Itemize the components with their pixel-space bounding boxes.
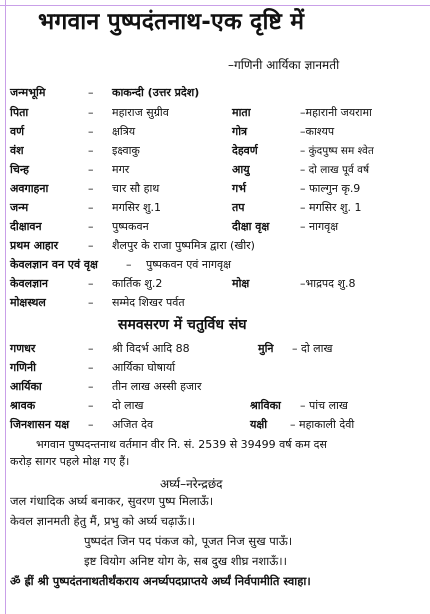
detail-value-2: –काश्यप xyxy=(300,125,335,138)
page-title: भगवान पुष्पदंतनाथ-एक दृष्टि में xyxy=(38,9,305,35)
sangh-label: आर्यिका xyxy=(10,380,42,393)
sangh-value-2: – दो लाख xyxy=(292,342,333,355)
page-guide-left xyxy=(5,0,6,614)
detail-value-2: – दो लाख पूर्व वर्ष xyxy=(300,164,370,176)
detail-label: जन्म xyxy=(10,201,29,214)
detail-label-2: आयु xyxy=(232,163,250,176)
sangh-label-2: मुनि xyxy=(258,342,274,355)
detail-dash: – xyxy=(88,296,94,309)
sangh-dash: – xyxy=(88,380,94,393)
detail-dash: – xyxy=(126,258,132,271)
detail-value: कार्तिक शु.2 xyxy=(112,277,163,290)
detail-label-2: तप xyxy=(232,201,245,214)
samavasaran-heading: समवसरण में चतुर्विध संघ xyxy=(118,317,247,333)
sangh-label: गणिनी xyxy=(10,361,36,374)
detail-label: वंश xyxy=(10,144,24,157)
arghya-heading: अर्घ्य–नरेन्द्रछंद xyxy=(160,477,223,491)
detail-dash: – xyxy=(88,239,94,252)
sangh-value-2: – महाकाली देवी xyxy=(290,418,355,431)
sangh-value: अजित देव xyxy=(112,418,154,431)
sangh-value: दो लाख xyxy=(112,399,144,412)
detail-label: प्रथम आहार xyxy=(10,239,59,252)
detail-label: जन्मभूमि xyxy=(10,86,46,99)
detail-dash: – xyxy=(88,163,94,176)
detail-value-2: –महारानी जयरामा xyxy=(300,106,372,119)
detail-label-2: गर्भ xyxy=(232,182,246,195)
verse-line-4: इष्ट वियोग अनिष्ट योग के, सब दुख शीघ्र नशाऊँ।। xyxy=(84,554,287,568)
detail-label: दीक्षावन xyxy=(10,220,42,233)
sangh-value: श्री विदर्भ आदि 88 xyxy=(112,342,190,355)
detail-dash: – xyxy=(88,277,94,290)
detail-value: मगर xyxy=(112,163,130,176)
sangh-value: आर्यिका घोषार्या xyxy=(112,361,176,374)
detail-label: मोक्षस्थल xyxy=(10,296,46,309)
verse-line-3: पुष्पदंत जिन पद पंकज को, पूजत निज सुख पाऊँ। xyxy=(84,534,293,548)
sangh-label: गणधर xyxy=(10,342,36,355)
detail-value: पुष्पकवन एवं नागवृक्ष xyxy=(146,258,232,271)
detail-label: अवगाहना xyxy=(10,182,49,195)
detail-value: काकन्दी (उत्तर प्रदेश) xyxy=(112,86,200,99)
detail-label: केवलज्ञान xyxy=(10,277,49,290)
detail-dash: – xyxy=(88,86,94,99)
detail-dash: – xyxy=(88,106,94,119)
detail-dash: – xyxy=(88,220,94,233)
detail-value: महाराज सुग्रीव xyxy=(112,106,169,119)
sangh-label: जिनशासन यक्ष xyxy=(10,418,70,431)
sangh-label-2: यक्षी xyxy=(250,418,268,431)
detail-value: सम्मेद शिखर पर्वत xyxy=(112,296,185,309)
detail-dash: – xyxy=(88,182,94,195)
detail-value: क्षत्रिय xyxy=(112,125,136,138)
sangh-dash: – xyxy=(88,342,94,355)
detail-dash: – xyxy=(88,144,94,157)
detail-value: मगसिर शु.1 xyxy=(112,201,162,214)
detail-value: चार सौ हाथ xyxy=(112,182,160,195)
detail-value-2: – मगसिर शु. 1 xyxy=(300,201,362,214)
detail-label-2: गोत्र xyxy=(232,125,248,138)
detail-label: वर्ण xyxy=(10,125,25,138)
detail-label-2: माता xyxy=(232,106,251,119)
detail-value: शैलपुर के राजा पुष्पमित्र द्वारा (खीर) xyxy=(112,239,255,252)
detail-label-2: दीक्षा वृक्ष xyxy=(232,220,270,233)
detail-value-2: – फाल्गुन कृ.9 xyxy=(300,182,361,195)
sangh-label: श्रावक xyxy=(10,399,36,412)
sangh-label-2: श्राविका xyxy=(250,399,281,412)
detail-dash: – xyxy=(88,125,94,138)
paragraph-line-2: करोड़ सागर पहले मोक्ष गए हैं। xyxy=(10,455,130,468)
detail-label: चिन्ह xyxy=(10,163,29,176)
detail-label-2: देहवर्ण xyxy=(232,144,258,157)
mantra-line: ॐ ह्रीं श्री पुष्पदंतनाथतीर्थंकराय अनर्घ्यपदप्राप्तये अर्घ्यं निर्वपामीति स्वाहा। xyxy=(10,574,311,588)
verse-line-1: जल गंधादिक अर्घ्य बनाकर, सुवरण पुष्प मिलाऊँ। xyxy=(10,494,214,508)
paragraph-line-1: भगवान पुष्पदन्तनाथ वर्तमान वीर नि. सं. 2539 से 39499 वर्ष कम दस xyxy=(36,438,327,451)
detail-value-2: – कुंदपुष्प सम श्वेत xyxy=(300,145,374,157)
detail-value: इक्ष्वाकु xyxy=(112,144,140,157)
sangh-dash: – xyxy=(88,418,94,431)
sangh-value: तीन लाख अस्सी हजार xyxy=(112,380,202,393)
detail-label-2: मोक्ष xyxy=(232,277,250,290)
sangh-dash: – xyxy=(88,361,94,374)
detail-label: केवलज्ञान वन एवं वृक्ष xyxy=(10,258,98,271)
sangh-value-2: – पांच लाख xyxy=(300,399,348,412)
sangh-dash: – xyxy=(88,399,94,412)
detail-label: पिता xyxy=(10,106,29,119)
detail-dash: – xyxy=(88,201,94,214)
verse-line-2: केवल ज्ञानमती हेतु मैं, प्रभु को अर्घ्य चढ़ाऊँ।। xyxy=(10,514,196,528)
detail-value-2: – नागवृक्ष xyxy=(300,220,339,233)
detail-value-2: –भाद्रपद शु.8 xyxy=(300,277,356,290)
author-line: –गणिनी आर्यिका ज्ञानमती xyxy=(228,58,340,72)
detail-value: पुष्पकवन xyxy=(112,220,149,233)
